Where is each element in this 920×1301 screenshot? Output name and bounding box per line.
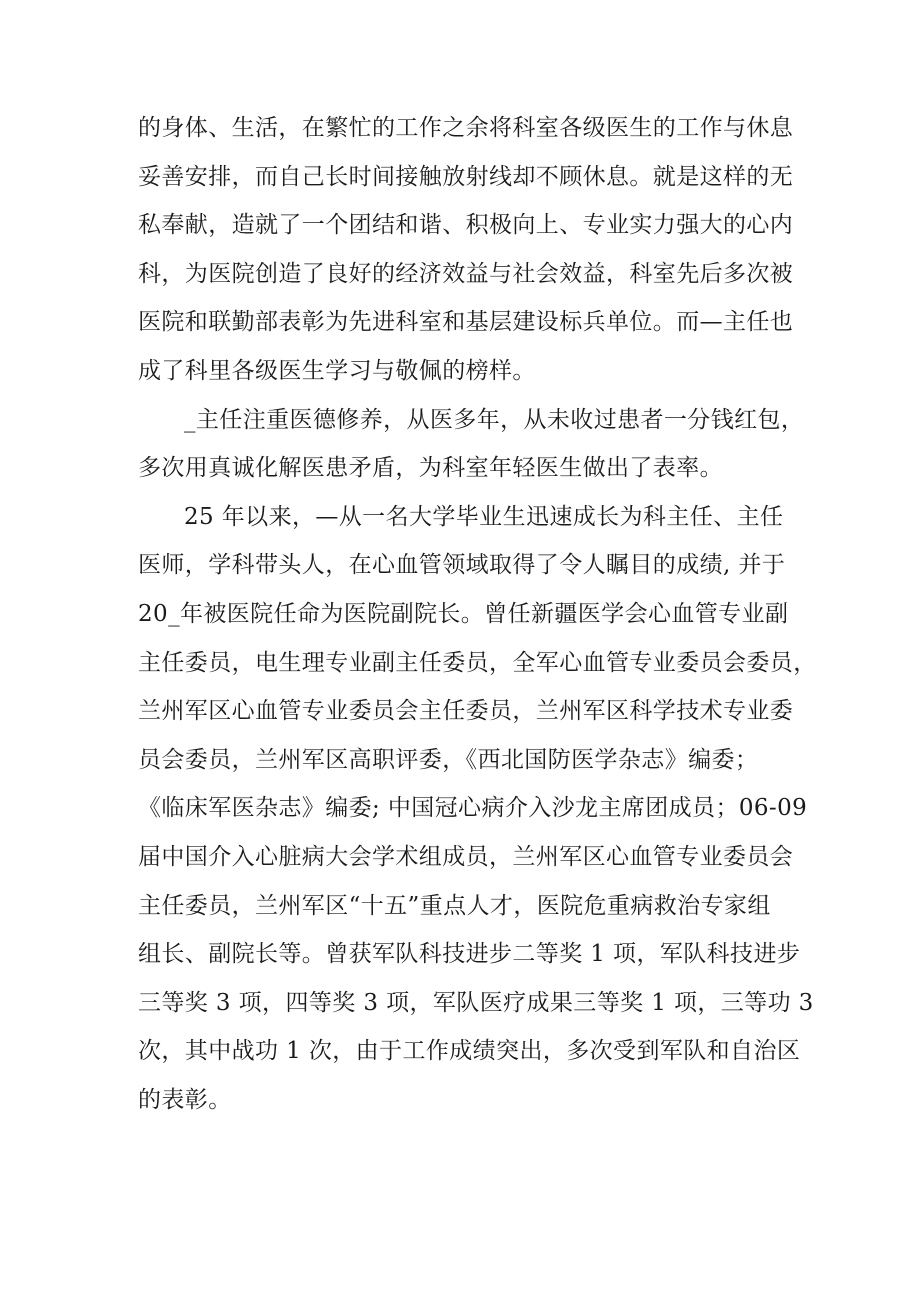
text-line: 三等奖 3 项，四等奖 3 项，军队医疗成果三等奖 1 项，三等功 3	[138, 989, 814, 1016]
text-line: 私奉献，造就了一个团结和谐、积极向上、专业实力强大的心内	[138, 212, 794, 239]
text-line: 兰州军区心血管专业委员会主任委员，兰州军区科学技术专业委	[138, 698, 794, 725]
text-line: 多次用真诚化解医患矛盾，为科室年轻医生做出了表率。	[138, 455, 723, 482]
text-line: 届中国介入心脏病大会学术组成员，兰州军区心血管专业委员会	[138, 843, 794, 870]
paragraph-2	[138, 396, 805, 493]
text-line: 的身体、生活，在繁忙的工作之余将科室各级医生的工作与休息	[138, 115, 794, 141]
text-line: 主任委员，兰州军区“十五”重点人才，医院危重病救治专家组	[138, 892, 771, 919]
text-line: 的表彰。	[138, 1086, 232, 1113]
paragraph-1	[138, 104, 794, 396]
text-line: 组长、副院长等。曾获军队科技进步二等奖 1 项，军队科技进步	[138, 941, 801, 968]
text-line: 主任委员，电生理专业副主任委员，全军心血管专业委员会委员，	[138, 649, 817, 676]
text-line: 妥善安排，而自己长时间接触放射线却不顾休息。就是这样的无	[138, 163, 794, 190]
text-line: 医院和联勤部表彰为先进科室和基层建设标兵单位。而—主任也	[138, 309, 794, 336]
text-line: 次，其中战功 1 次，由于工作成绩突出，多次受到军队和自治区	[138, 1038, 801, 1065]
text-line: 科，为医院创造了良好的经济效益与社会效益，科室先后多次被	[138, 260, 794, 287]
text-line: 医师，学科带头人，在心血管领域取得了令人瞩目的成绩, 并于	[138, 552, 786, 579]
text-line: 20_年被医院任命为医院副院长。曾任新疆医学会心血管专业副	[138, 600, 789, 627]
text-line: 员会委员，兰州军区高职评委，《西北国防医学杂志》编委；	[138, 746, 759, 773]
text-line: 成了科里各级医生学习与敬佩的榜样。	[138, 357, 536, 384]
document-body	[138, 104, 817, 1124]
paragraph-3	[138, 493, 817, 1125]
text-line: 25 年以来，—从一名大学毕业生迅速成长为科主任、主任	[184, 503, 784, 530]
text-line: 《临床军医杂志》编委; 中国冠心病介入沙龙主席团成员；06-09	[138, 795, 808, 822]
text-line: _主任注重医德修养，从医多年，从未收过患者一分钱红包，	[184, 406, 805, 433]
